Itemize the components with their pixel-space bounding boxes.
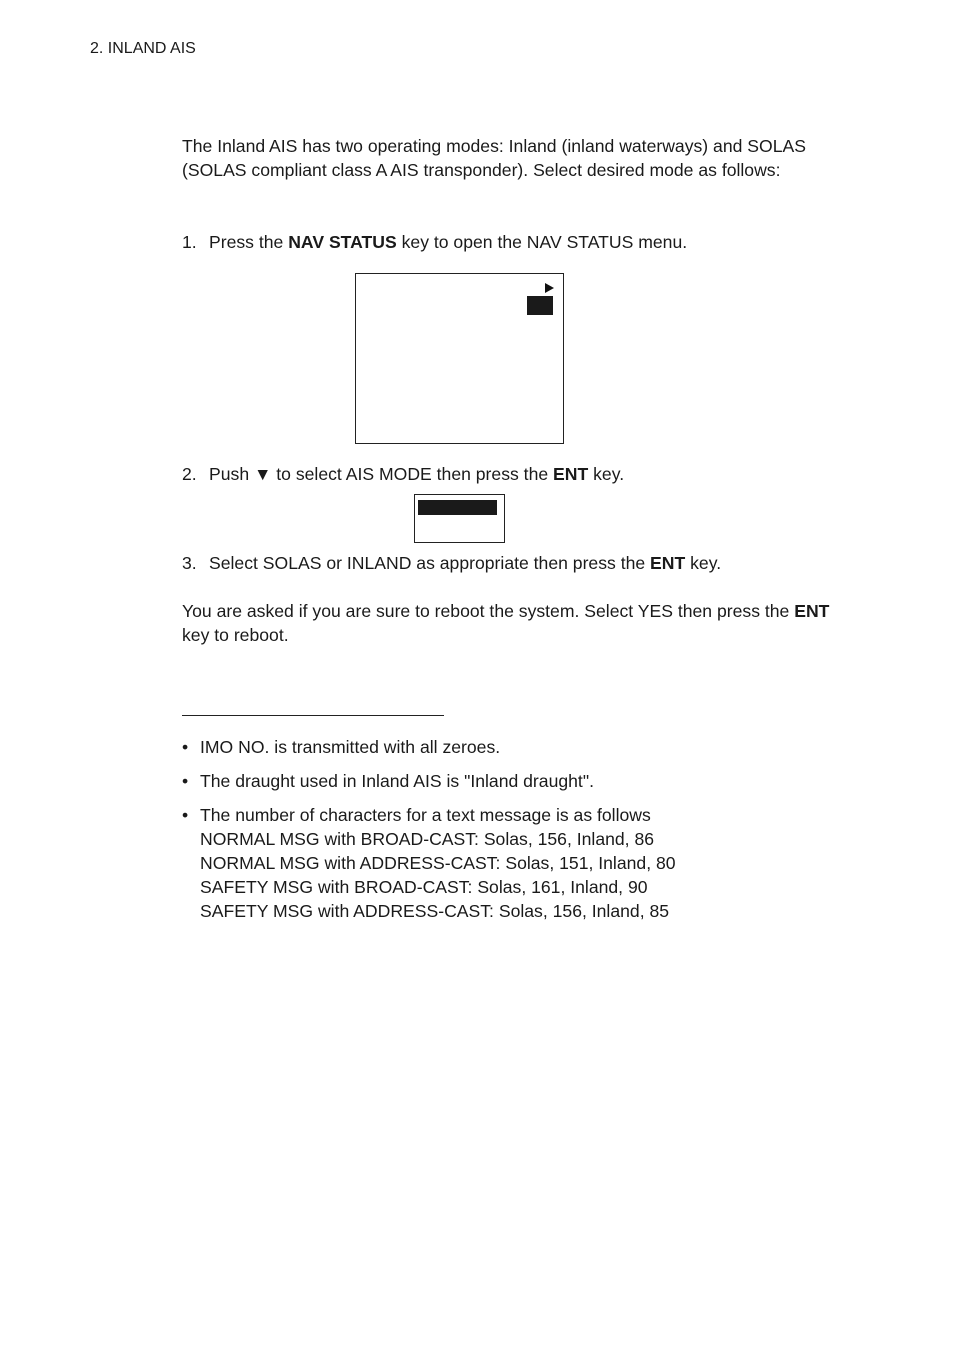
step-text-post: key. [588,464,625,484]
key-name: ENT [794,601,830,621]
notes-list [182,735,832,933]
bullet-icon: • [182,771,189,791]
note-line: The number of characters for a text message is as follows [200,805,651,825]
list-item [182,803,832,923]
list-item [182,735,832,759]
step-1 [182,230,832,254]
note-line: The draught used in Inland AIS is "Inland draught". [200,771,594,791]
step-number: 1. [182,232,197,252]
selection-highlight-bar [418,500,497,515]
key-name: NAV STATUS [288,232,397,252]
note-line: NORMAL MSG with ADDRESS-CAST: Solas, 151, Inland, 80 [200,853,676,873]
step-3 [182,551,832,575]
key-name: ENT [553,464,589,484]
selection-cursor-block [527,296,553,315]
step-number: 2. [182,464,197,484]
step-text-post: key to open the NAV STATUS menu. [396,232,688,252]
step-2 [182,462,832,486]
key-name: ENT [650,553,686,573]
step-text-pre: Push ▼ to select AIS MODE then press the [209,464,554,484]
nav-status-menu-screen [355,273,564,444]
bullet-icon: • [182,737,189,757]
note-line: IMO NO. is transmitted with all zeroes. [200,737,501,757]
right-triangle-icon [545,283,554,293]
step-text-post: key. [685,553,722,573]
note-line: NORMAL MSG with BROAD-CAST: Solas, 156, Inland, 86 [200,829,655,849]
ais-mode-menu-screen [414,494,505,543]
bullet-icon: • [182,805,189,825]
step-text-pre: Press the [209,232,289,252]
step-text-pre: Select SOLAS or INLAND as appropriate then press the [209,553,651,573]
list-item [182,769,832,793]
notes-divider [182,715,444,716]
note-line: SAFETY MSG with BROAD-CAST: Solas, 161, Inland, 90 [200,877,648,897]
reboot-text-pre: You are asked if you are sure to reboot the system. Select YES then press the [182,601,795,621]
note-line: SAFETY MSG with ADDRESS-CAST: Solas, 156, Inland, 85 [200,901,670,921]
intro-paragraph: The Inland AIS has two operating modes: Inland (inland waterways) and SOLAS (SOLAS compliant class A AIS transponder). Select desired mode as follows: [182,136,806,180]
step-number: 3. [182,553,197,573]
reboot-paragraph [182,599,832,647]
running-header: 2. INLAND AIS [90,40,196,57]
reboot-text-post: key to reboot. [182,625,289,645]
